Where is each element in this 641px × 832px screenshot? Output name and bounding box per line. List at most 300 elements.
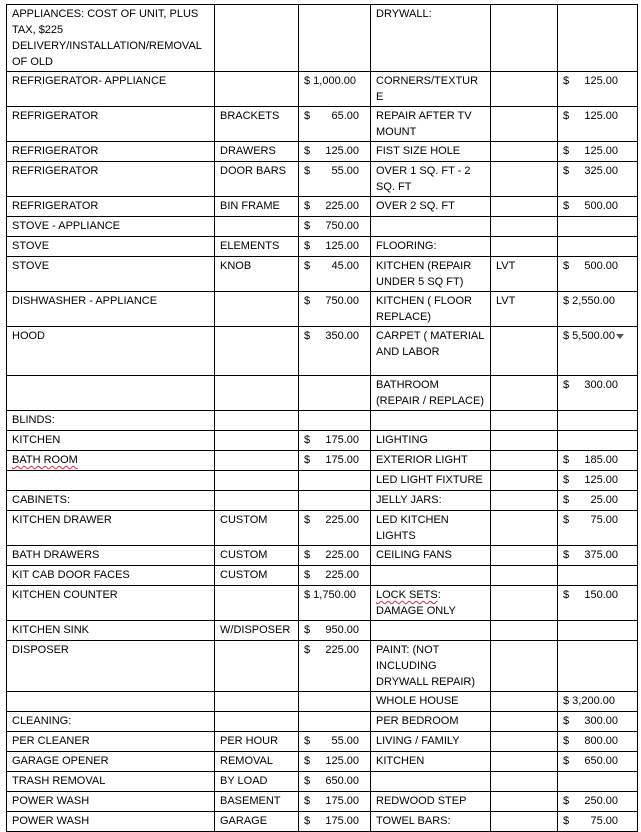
cell-text: CABINETS: [12,494,71,506]
cell-r23-c4 [371,692,491,712]
price-value: $ 125.00 [563,75,619,87]
cell-r13-c2 [215,431,299,451]
cell-text: REDWOOD STEP [376,795,467,807]
cell-r1-c5 [491,72,558,107]
cell-r5-c1 [7,197,215,217]
cell-r24-c5 [491,712,558,732]
cell-text: KITCHEN SINK [12,624,90,636]
cell-r28-c4 [371,792,491,812]
cell-text: GARAGE [220,815,268,827]
cell-text: BRACKETS [220,110,280,122]
cell-r28-c2 [215,792,299,812]
cell-r24-c2 [215,712,299,732]
cell-r21-c1 [7,621,215,641]
cell-text: CEILING FANS [376,549,452,561]
cell-r18-c6 [558,546,638,566]
price-value: $ 150.00 [563,589,619,601]
price-value: $ 75.00 [563,815,619,827]
cell-r8-c4 [371,257,491,292]
price-value: $ 1,000.00 [304,75,356,87]
cell-text: POWER WASH [12,795,90,807]
cell-r20-c3 [299,586,371,621]
cell-r23-c1 [7,692,215,712]
cell-r18-c4 [371,546,491,566]
cell-r12-c6 [558,411,638,431]
cell-r15-c4 [371,471,491,491]
table-row [7,376,638,411]
table-row [7,621,638,641]
cell-r5-c3 [299,197,371,217]
cell-r17-c2 [215,511,299,546]
table-row [7,411,638,431]
cell-text: CARPET ( MATERIAL AND LABOR [376,330,484,358]
cell-r22-c1 [7,641,215,692]
cell-r9-c4 [371,292,491,327]
price-value: $ 225.00 [304,514,360,526]
cell-r21-c6 [558,621,638,641]
price-value: $ 185.00 [563,454,619,466]
cell-r1-c3 [299,72,371,107]
cell-r25-c3 [299,732,371,752]
cell-text: KITCHEN DRAWER [12,514,112,526]
cell-r4-c6 [558,162,638,197]
cell-r0-c1 [7,5,215,72]
table-row [7,491,638,511]
cell-r9-c6 [558,292,638,327]
cell-r16-c4 [371,491,491,511]
cell-r27-c2 [215,772,299,792]
cell-r26-c3 [299,752,371,772]
cell-r2-c1 [7,107,215,142]
cell-r14-c6 [558,451,638,471]
cell-r22-c6 [558,641,638,692]
price-value: $ 300.00 [563,379,619,391]
cell-r0-c5 [491,5,558,72]
cell-r11-c3 [299,376,371,411]
cell-r26-c4 [371,752,491,772]
price-value: $ 225.00 [304,549,360,561]
cell-r7-c5 [491,237,558,257]
price-value: $ 125.00 [563,110,619,122]
cell-r1-c2 [215,72,299,107]
cell-r9-c2 [215,292,299,327]
cell-text: LIGHTING [376,434,428,446]
cell-r12-c5 [491,411,558,431]
cell-r15-c3 [299,471,371,491]
cell-text: STOVE [12,240,50,252]
table-row [7,792,638,812]
price-value: $ 225.00 [304,200,360,212]
cell-r3-c4 [371,142,491,162]
cell-text: DISPOSER [12,644,69,656]
price-value: $ 225.00 [304,569,360,581]
cell-r11-c1 [7,376,215,411]
cell-r0-c3 [299,5,371,72]
cell-text: W/DISPOSER [220,624,291,636]
cell-r6-c4 [371,217,491,237]
table-row [7,641,638,692]
table-row [7,107,638,142]
cell-r14-c4 [371,451,491,471]
table-row [7,162,638,197]
cell-text: REFRIGERATOR [12,145,99,157]
cell-text: BASEMENT [220,795,281,807]
price-value: $ 350.00 [304,330,360,342]
cell-r18-c3 [299,546,371,566]
cell-text: REFRIGERATOR [12,165,99,177]
cell-r25-c5 [491,732,558,752]
table-row [7,546,638,566]
price-value: $ 75.00 [563,514,619,526]
cell-r23-c6 [558,692,638,712]
cell-text: REMOVAL [220,755,273,767]
price-value: $ 125.00 [563,474,619,486]
cell-r29-c1 [7,812,215,832]
cell-r26-c2 [215,752,299,772]
price-value: $ 125.00 [563,145,619,157]
cell-r2-c2 [215,107,299,142]
cell-r0-c2 [215,5,299,72]
cell-text: JELLY JARS: [376,494,442,506]
cell-r7-c3 [299,237,371,257]
cell-r15-c6 [558,471,638,491]
cell-text: LVT [496,295,516,307]
cell-r6-c5 [491,217,558,237]
cell-r5-c6 [558,197,638,217]
cell-r22-c3 [299,641,371,692]
table-row [7,5,638,72]
cell-r19-c5 [491,566,558,586]
price-value: $ 325.00 [563,165,619,177]
cell-r1-c6 [558,72,638,107]
cell-r11-c2 [215,376,299,411]
cell-text: CUSTOM [220,549,268,561]
cell-r4-c1 [7,162,215,197]
cell-r6-c6 [558,217,638,237]
cell-r15-c1 [7,471,215,491]
cell-r11-c5 [491,376,558,411]
cell-text: KIT CAB DOOR FACES [12,569,130,581]
cell-r23-c3 [299,692,371,712]
cell-text: FLOORING: [376,240,437,252]
cell-text: TRASH REMOVAL [12,775,106,787]
cell-r26-c6 [558,752,638,772]
cell-text: DRAWERS [220,145,276,157]
cell-r4-c2 [215,162,299,197]
cell-r10-c5 [491,327,558,376]
cell-r18-c1 [7,546,215,566]
cell-text: EXTERIOR LIGHT [376,454,468,466]
cell-r14-c2 [215,451,299,471]
cell-text: CUSTOM [220,514,268,526]
cell-r5-c2 [215,197,299,217]
cell-r20-c2 [215,586,299,621]
cell-r20-c4 [371,586,491,621]
cell-text: GARAGE OPENER [12,755,109,767]
price-value: $ 175.00 [304,434,360,446]
cell-text: WHOLE HOUSE [376,695,459,707]
cell-r22-c5 [491,641,558,692]
cell-r5-c5 [491,197,558,217]
price-value: $ 175.00 [304,795,360,807]
cell-r2-c6 [558,107,638,142]
cell-r5-c4 [371,197,491,217]
cell-r13-c3 [299,431,371,451]
cell-r29-c3 [299,812,371,832]
cell-text: STOVE - APPLIANCE [12,220,121,232]
cell-text: KITCHEN COUNTER [12,589,118,601]
table-row [7,566,638,586]
cell-text: KNOB [220,260,252,272]
cell-r28-c3 [299,792,371,812]
cell-r29-c6 [558,812,638,832]
table-row [7,292,638,327]
cell-r11-c6 [558,376,638,411]
table-row [7,692,638,712]
cell-r17-c6 [558,511,638,546]
cell-r22-c4 [371,641,491,692]
cell-text: APPLIANCES: COST OF UNIT, PLUS TAX, $225 DELIVERY/INSTALLATION/REMOVAL OF OLD [12,8,202,68]
price-value: $ 500.00 [563,200,619,212]
table-row [7,327,638,376]
price-value: $ 25.00 [563,494,619,506]
cell-r27-c6 [558,772,638,792]
cell-text: KITCHEN [376,755,425,767]
price-value: $ 175.00 [304,454,360,466]
price-value: $ 750.00 [304,295,360,307]
price-value: $ 225.00 [304,644,360,656]
cell-r20-c5 [491,586,558,621]
cell-r0-c4 [371,5,491,72]
cell-text: LIVING / FAMILY [376,735,460,747]
cell-r19-c4 [371,566,491,586]
cell-r16-c5 [491,491,558,511]
cell-r26-c1 [7,752,215,772]
cell-r27-c1 [7,772,215,792]
cell-r8-c2 [215,257,299,292]
cell-r13-c6 [558,431,638,451]
cell-r15-c2 [215,471,299,491]
table-row [7,257,638,292]
cell-r20-c1 [7,586,215,621]
cell-r18-c2 [215,546,299,566]
cell-text: PER CLEANER [12,735,90,747]
cell-r7-c2 [215,237,299,257]
cell-text: BY LOAD [220,775,268,787]
cell-r25-c4 [371,732,491,752]
cell-r9-c3 [299,292,371,327]
cell-text: REFRIGERATOR- APPLIANCE [12,75,167,87]
cell-text: POWER WASH [12,815,90,827]
cell-r16-c3 [299,491,371,511]
cell-text: CORNERS/TEXTURE [376,75,479,103]
cell-r26-c5 [491,752,558,772]
cell-r4-c4 [371,162,491,197]
price-value: $ 650.00 [563,755,619,767]
cell-r25-c1 [7,732,215,752]
cell-text: OVER 1 SQ. FT - 2 SQ. FT [376,165,471,193]
table-row [7,712,638,732]
price-value: $ 55.00 [304,735,360,747]
price-value: $ 2,550.00 [563,295,615,307]
price-value: $ 375.00 [563,549,619,561]
cell-r7-c6 [558,237,638,257]
cell-r22-c2 [215,641,299,692]
cell-text: OVER 2 SQ. FT [376,200,455,212]
cell-r18-c5 [491,546,558,566]
cell-text: LOCK SETS: DAMAGE ONLY [376,589,456,617]
cell-r11-c4 [371,376,491,411]
cell-text: HOOD [12,330,45,342]
cell-text: REFRIGERATOR [12,200,99,212]
cell-r23-c2 [215,692,299,712]
cell-r10-c2 [215,327,299,376]
cell-r4-c3 [299,162,371,197]
cell-r14-c1 [7,451,215,471]
cell-r19-c2 [215,566,299,586]
cell-text: ELEMENTS [220,240,280,252]
cell-r12-c3 [299,411,371,431]
cell-r28-c6 [558,792,638,812]
price-value: $ 650.00 [304,775,360,787]
cell-r4-c5 [491,162,558,197]
cell-text: PER HOUR [220,735,279,747]
cell-r21-c5 [491,621,558,641]
table-row [7,217,638,237]
cell-text: LED KITCHEN LIGHTS [376,514,449,542]
cell-r17-c3 [299,511,371,546]
cell-r3-c3 [299,142,371,162]
cell-r29-c4 [371,812,491,832]
cell-r16-c2 [215,491,299,511]
cell-text: LVT [496,260,516,272]
cell-r28-c1 [7,792,215,812]
cell-text: DRYWALL: [376,8,432,20]
cell-r15-c5 [491,471,558,491]
price-value: $ 175.00 [304,815,360,827]
cell-r0-c6 [558,5,638,72]
cell-r25-c2 [215,732,299,752]
cell-r16-c6 [558,491,638,511]
cell-text: FIST SIZE HOLE [376,145,461,157]
table-row [7,732,638,752]
cell-text: KITCHEN (REPAIR UNDER 5 SQ FT) [376,260,472,288]
cell-r25-c6 [558,732,638,752]
table-row [7,142,638,162]
cell-r3-c1 [7,142,215,162]
cell-r19-c3 [299,566,371,586]
cell-text: STOVE [12,260,50,272]
cell-r24-c1 [7,712,215,732]
cell-r24-c4 [371,712,491,732]
table-row [7,586,638,621]
price-value: $ 125.00 [304,145,360,157]
cell-text: DISHWASHER - APPLIANCE [12,295,158,307]
table-row [7,772,638,792]
cell-r24-c6 [558,712,638,732]
cell-r17-c4 [371,511,491,546]
table-row [7,72,638,107]
cell-r29-c5 [491,812,558,832]
cell-r8-c1 [7,257,215,292]
cell-r12-c2 [215,411,299,431]
price-value: $ 3,200.00 [563,695,615,707]
cell-text: TOWEL BARS: [376,815,451,827]
cell-r10-c3 [299,327,371,376]
cell-text: DOOR BARS [220,165,287,177]
price-value: $ 55.00 [304,165,360,177]
table-row [7,431,638,451]
price-value: $ 800.00 [563,735,619,747]
cell-text: LED LIGHT FIXTURE [376,474,483,486]
cell-r8-c6 [558,257,638,292]
cell-r9-c5 [491,292,558,327]
cell-r23-c5 [491,692,558,712]
price-list-body [7,5,638,832]
price-value: $ 125.00 [304,755,360,767]
cell-r2-c5 [491,107,558,142]
cell-r2-c3 [299,107,371,142]
dropdown-arrow-icon[interactable] [616,334,624,339]
table-row [7,812,638,832]
cell-r7-c1 [7,237,215,257]
cell-r13-c1 [7,431,215,451]
cell-r21-c4 [371,621,491,641]
price-value: $ 950.00 [304,624,360,636]
cell-r24-c3 [299,712,371,732]
cell-r3-c6 [558,142,638,162]
cell-r6-c1 [7,217,215,237]
cell-r19-c6 [558,566,638,586]
cell-text: BLINDS: [12,414,55,426]
cell-r6-c3 [299,217,371,237]
cell-r21-c2 [215,621,299,641]
cell-r3-c5 [491,142,558,162]
cell-text: BATH ROOM [12,454,78,466]
cell-r21-c3 [299,621,371,641]
cell-r17-c1 [7,511,215,546]
cell-text: BATH DRAWERS [12,549,100,561]
cell-r2-c4 [371,107,491,142]
cell-r16-c1 [7,491,215,511]
cell-r12-c4 [371,411,491,431]
cell-r29-c2 [215,812,299,832]
price-value: $ 125.00 [304,240,360,252]
cell-r3-c2 [215,142,299,162]
table-row [7,511,638,546]
price-value: $ 5,500.00 [563,330,615,342]
cell-text: PAINT: (NOT INCLUDING DRYWALL REPAIR) [376,644,476,688]
table-row [7,451,638,471]
cell-text: CUSTOM [220,569,268,581]
cell-r14-c3 [299,451,371,471]
cell-r13-c4 [371,431,491,451]
cell-r27-c4 [371,772,491,792]
table-row [7,237,638,257]
table-row [7,197,638,217]
table-row [7,471,638,491]
cell-r1-c1 [7,72,215,107]
price-value: $ 750.00 [304,220,360,232]
cell-r13-c5 [491,431,558,451]
cell-r10-c1 [7,327,215,376]
cell-text: KITCHEN ( FLOOR REPLACE) [376,295,472,323]
price-value: $ 1,750.00 [304,589,356,601]
cell-r20-c6 [558,586,638,621]
cell-r27-c3 [299,772,371,792]
price-value: $ 500.00 [563,260,619,272]
cell-r6-c2 [215,217,299,237]
